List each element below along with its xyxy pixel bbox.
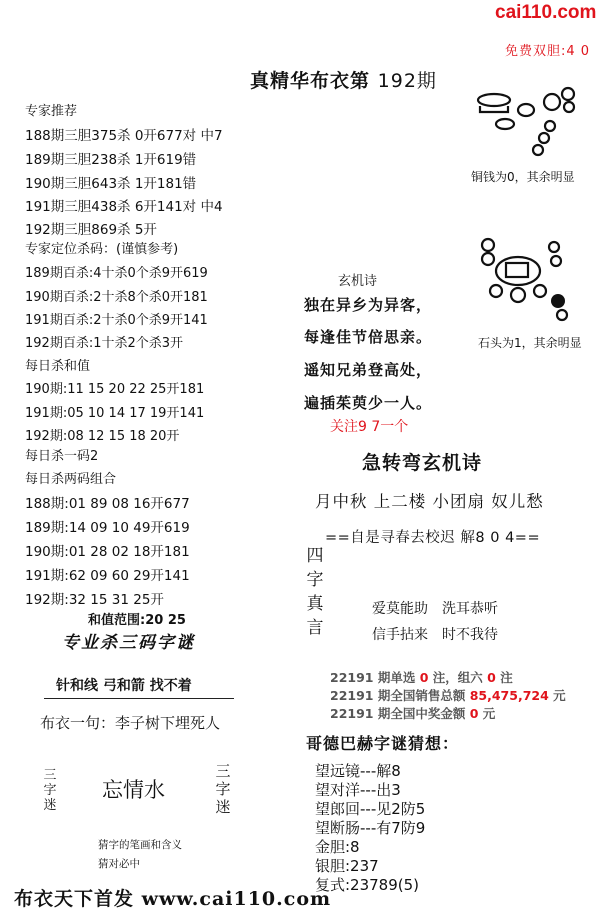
- expert-line: 189期三胆238杀 1开619错: [25, 152, 197, 168]
- vert-char: 三: [43, 768, 57, 783]
- vert-char: 字: [306, 570, 324, 590]
- poem-title: 玄机诗: [338, 274, 378, 289]
- riddle-title: 专业杀三码字谜: [62, 633, 195, 653]
- goethe-title: 哥德巴赫字谜猜想：: [306, 734, 460, 753]
- divider: [44, 698, 234, 699]
- vert-char: 言: [306, 618, 324, 638]
- focus-label: 关注9 7一个: [330, 419, 409, 435]
- three-char-right: [214, 762, 232, 816]
- position-kill-line: 191期百杀:2十杀0个杀9开141: [25, 313, 208, 328]
- poem-line: 遥知兄弟登高处，: [304, 361, 433, 379]
- goethe-line: 复式:23789(5): [315, 876, 420, 894]
- vert-char: 真: [306, 594, 324, 614]
- stone-caption: 石头为1，其余明显: [478, 336, 582, 350]
- expert-line: 190期三胆643杀 1开181错: [25, 176, 197, 192]
- vert-char: 四: [306, 546, 324, 566]
- three-char-left: [42, 768, 58, 813]
- riddle-line: 针和线 弓和箭 找不着: [56, 678, 192, 694]
- goethe-line: 望远镜---解8: [315, 762, 401, 780]
- title-text: 真精华布衣第: [250, 70, 371, 92]
- copper-coin-pictogram: [470, 80, 590, 170]
- turn-answer: ==自是寻春去校迟 解8 0 4==: [325, 530, 541, 546]
- stat-line: [330, 704, 495, 722]
- vert-char: 字: [43, 783, 57, 798]
- guess-hint: 猜对必中: [98, 858, 140, 870]
- stat-rest: 元: [482, 706, 496, 721]
- stat-text: 22191 期全国销售总额: [330, 688, 466, 703]
- stat-rest: 注: [500, 670, 513, 685]
- two-code-heading: 每日杀两码组合: [25, 472, 117, 487]
- position-kill-heading: 专家定位杀码：(谨慎参考): [25, 242, 179, 257]
- expert-line: 191期三胆438杀 6开141对 中4: [25, 199, 223, 215]
- two-code-line: 189期:14 09 10 49开619: [25, 520, 190, 536]
- copper-caption: 铜钱为0，其余明显: [471, 170, 575, 184]
- page-title: [250, 66, 437, 93]
- vert-char: 迷: [43, 798, 57, 813]
- goethe-line: 金胆:8: [315, 838, 360, 856]
- two-code-line: 188期:01 89 08 16开677: [25, 496, 190, 512]
- position-kill-line: 190期百杀:2十杀8个杀0开181: [25, 290, 208, 305]
- stat-value: 0: [419, 670, 429, 685]
- vert-char: 三: [215, 762, 231, 780]
- goethe-line: 银胆:237: [315, 857, 379, 875]
- goethe-line: 望对洋---出3: [315, 781, 401, 799]
- free-pick-label: 免费双胆:4 0: [505, 44, 591, 59]
- poem-line: 遍插茱萸少一人。: [304, 394, 433, 412]
- four-chars: [304, 544, 326, 640]
- two-code-line: 191期:62 09 60 29开141: [25, 568, 190, 584]
- position-kill-line: 192期百杀:1十杀2个杀3开: [25, 336, 184, 351]
- stat-value: 85,475,724: [469, 688, 549, 703]
- sum-range-label: 和值范围:20 25: [88, 613, 186, 628]
- vert-char: 迷: [215, 798, 231, 816]
- expert-line: 188期三胆375杀 0开677对 中7: [25, 128, 223, 144]
- turn-title: 急转弯玄机诗: [362, 452, 483, 474]
- poem-line: 每逢佳节倍思亲。: [304, 328, 433, 346]
- four-line: 信手拈来 时不我待: [372, 627, 498, 643]
- poem-line: 独在异乡为异客，: [304, 296, 433, 314]
- vert-char: 字: [215, 780, 231, 798]
- stone-pictogram: [478, 235, 588, 330]
- goethe-line: 望断肠---有7防9: [315, 819, 426, 837]
- title-issue: 192期: [377, 70, 437, 92]
- stat-rest: 注，组六: [432, 670, 483, 685]
- sum-kill-line: 191期:05 10 14 17 19开141: [25, 406, 205, 421]
- stat-value: 0: [469, 706, 479, 721]
- site-logo: cai110.com: [495, 2, 597, 23]
- expert-heading: 专家推荐: [25, 104, 78, 119]
- guess-hint: 猜字的笔画和含义: [98, 839, 182, 851]
- goethe-line: 望郎回---见2防5: [315, 800, 426, 818]
- forget-water: 忘情水: [102, 778, 165, 802]
- stat-text: 22191 期全国中奖金额: [330, 706, 466, 721]
- stat-line: [330, 686, 566, 704]
- stat-line: [330, 668, 513, 686]
- stat-text: 22191 期单选: [330, 670, 416, 685]
- stat-value: 0: [487, 670, 496, 685]
- expert-line: 192期三胆869杀 5开: [25, 222, 157, 238]
- sum-kill-line: 190期:11 15 20 22 25开181: [25, 382, 205, 397]
- two-code-line: 190期:01 28 02 18开181: [25, 544, 190, 560]
- sum-kill-line: 192期:08 12 15 18 20开: [25, 429, 180, 444]
- footer-banner: 布衣天下首发 www.cai110.com: [14, 888, 332, 910]
- buyi-line: 布衣一句：李子树下埋死人: [40, 714, 221, 732]
- four-line: 爱莫能助 洗耳恭听: [372, 601, 498, 617]
- kill-one-label: 每日杀一码2: [25, 449, 99, 464]
- stat-rest: 元: [553, 688, 566, 703]
- two-code-line: 192期:32 15 31 25开: [25, 592, 164, 608]
- sum-kill-heading: 每日杀和值: [25, 359, 91, 374]
- turn-line: 月中秋 上二楼 小团扇 奴儿愁: [315, 492, 544, 511]
- position-kill-line: 189期百杀:4十杀0个杀9开619: [25, 266, 208, 281]
